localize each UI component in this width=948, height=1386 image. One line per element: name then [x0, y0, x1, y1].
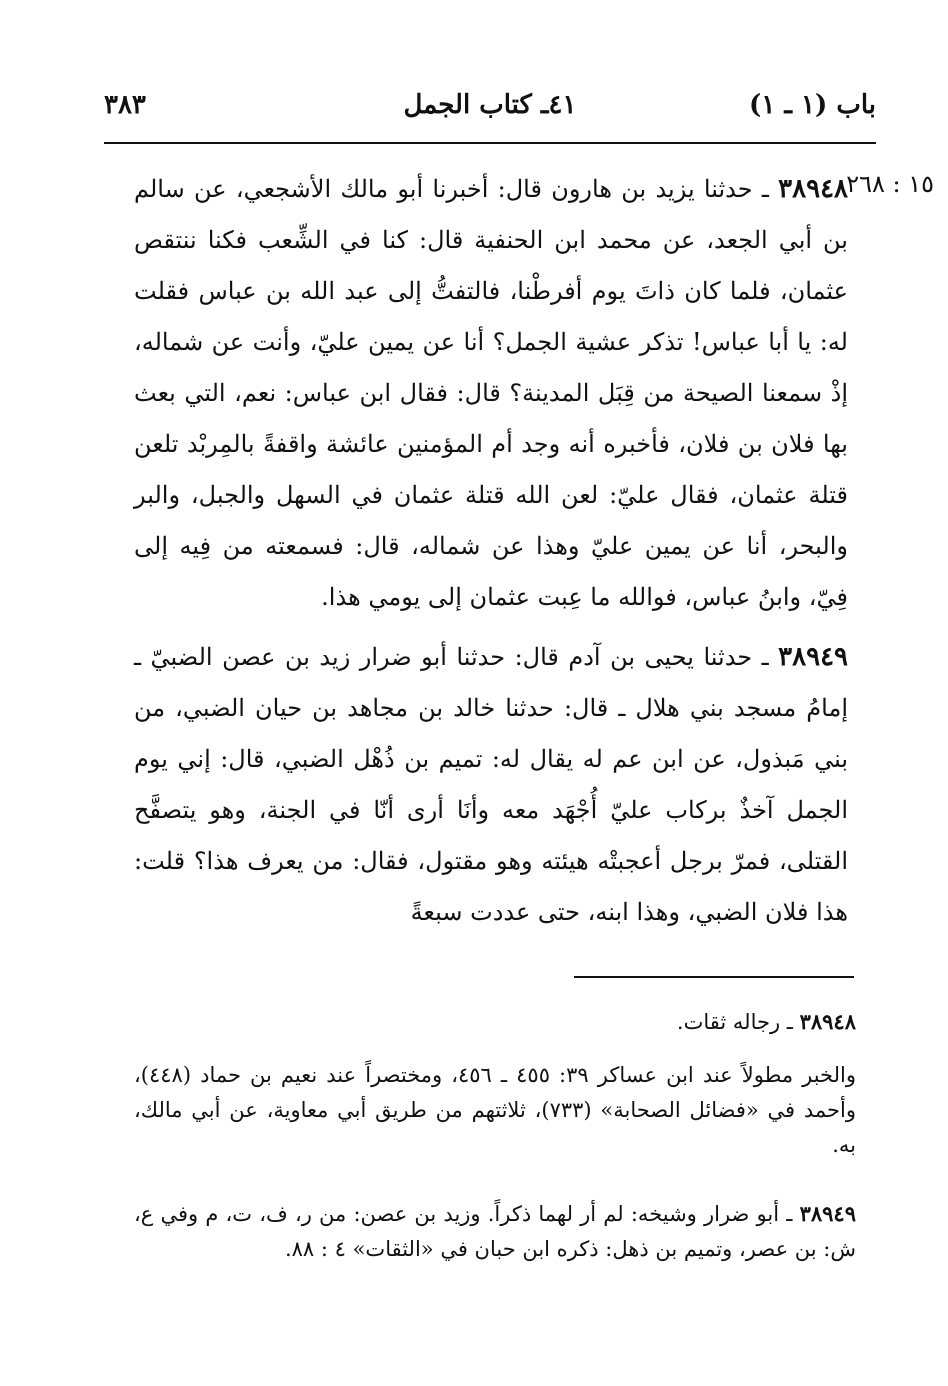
chapter-label: باب (١ ـ ١): [749, 90, 876, 120]
running-header: [104, 84, 876, 144]
page-number: ٣٨٣: [104, 90, 146, 120]
footnote-separator: [574, 976, 854, 978]
footnote-text: ـ رجاله ثقات.: [676, 1010, 800, 1034]
footnote: [134, 1196, 856, 1267]
book-title: ٤١ـ كتاب الجمل: [403, 90, 577, 120]
hadith-number: ٣٨٩٤٨: [778, 174, 848, 204]
footnote: [134, 1004, 856, 1040]
footnote: [134, 1058, 856, 1163]
margin-reference: ١٥ : ٢٦٨: [846, 170, 934, 198]
footnote-number: ٣٨٩٤٨: [799, 1009, 856, 1034]
hadith-paragraph: [134, 632, 848, 938]
footnote-text: ـ أبو ضرار وشيخه: لم أر لهما ذكراً. وزيد بن عصن: من ر، ف، ت، م وفي ع، ش: بن عصر، وتميم بن ذهل: ذكره ابن حبان في «الثقات» ٤ : ٨٨.: [134, 1202, 856, 1261]
hadith-paragraph: [134, 164, 848, 623]
footnote-number: ٣٨٩٤٩: [799, 1201, 856, 1226]
hadith-text: ـ حدثنا يزيد بن هارون قال: أخبرنا أبو مالك الأشجعي، عن سالم بن أبي الجعد، عن محمد ابن الحنفية قال: كنا في الشِّعب فكنا ننتقص عثمان، فلما كان ذاتَ يوم أفرطْنا، فالتفتُّ إلى عبد الله بن عباس فقلت له: يا أبا عباس! تذكر عشية الجمل؟ أنا عن يمين عليّ، وأنت عن شماله، إذْ سمعنا الصيحة من قِبَل المدينة؟ قال: فقال ابن عباس: نعم، التي بعث بها فلان بن فلان، فأخبره أنه وجد أم المؤمنين عائشة واقفةً بالمِربْد تلعن قتلة عثمان، فقال عليّ: لعن الله قتلة عثمان في السهل والجبل، والبر والبحر، أنا عن يمين عليّ وهذا عن شماله، قال: فسمعته من فِيه إلى فِيّ، وابنُ عباس، فوالله ما عِبت عثمان إلى يومي هذا.: [134, 175, 848, 611]
footnote-text: والخبر مطولاً عند ابن عساكر ٣٩: ٤٥٥ ـ ٤٥٦، ومختصراً عند نعيم بن حماد (٤٤٨)، وأحمد في «فضائل الصحابة» (٧٣٣)، ثلاثتهم من طريق أبي معاوية، عن أبي مالك، به.: [134, 1063, 856, 1157]
hadith-text: ـ حدثنا يحيى بن آدم قال: حدثنا أبو ضرار زيد بن عصن الضبيّ ـ إمامُ مسجد بني هلال ـ قال: حدثنا خالد بن مجاهد بن حيان الضبي، من بني مَبذول، عن ابن عم له يقال له: تميم بن ذُهْل الضبي، قال: إني يوم الجمل آخذٌ بركاب عليّ أُجْهَد معه وأنَا أرى أنّا في الجنة، وهو يتصفَّح القتلى، فمرّ برجل أعجبتْه هيئته وهو مقتول، فقال: من يعرف هذا؟ قلت: هذا فلان الضبي، وهذا ابنه، حتى عددت سبعةً: [134, 643, 848, 926]
hadith-number: ٣٨٩٤٩: [778, 642, 848, 672]
